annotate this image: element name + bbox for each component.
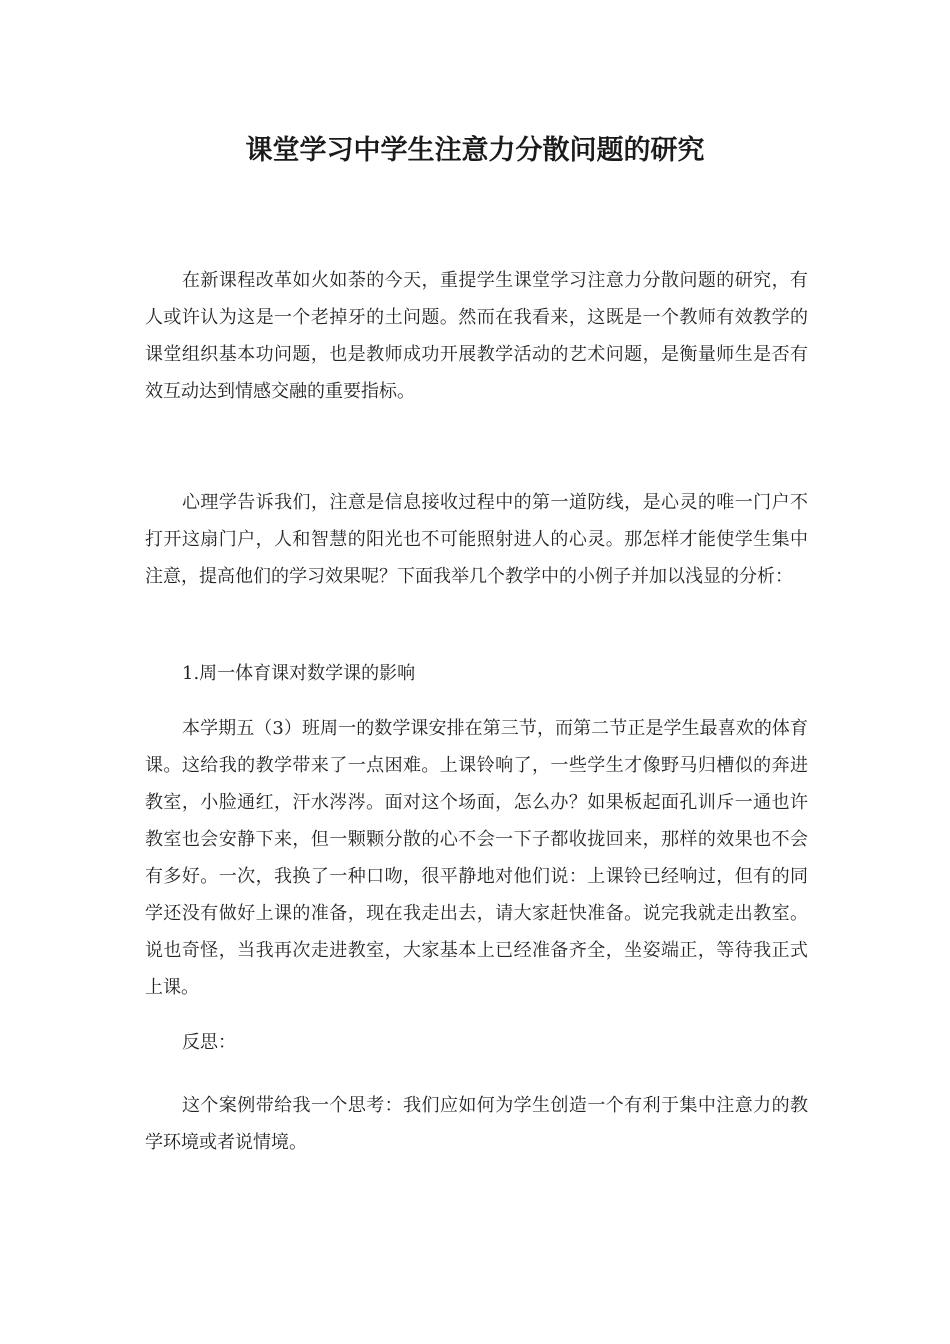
paragraph-psychology: 心理学告诉我们，注意是信息接收过程中的第一道防线，是心灵的唯一门户不打开这扇门户，人和智慧的阳光也不可能照射进人的心灵。那怎样才能使学生集中注意，提高他们的学习效果呢？下面我举几个教学中的小例子并加以浅显的分析： (145, 492, 808, 587)
section-heading-case-1: 1.周一体育课对数学课的影响 (182, 663, 416, 684)
reflection-heading: 反思： (182, 1032, 236, 1053)
paragraph-case-1: 本学期五（3）班周一的数学课安排在第三节，而第二节正是学生最喜欢的体育课。这给我的教学带来了一点困难。上课铃响了，一些学生才像野马归槽似的奔进教室，小脸通红，汗水涔涔。面对这个场面，怎么办？如果板起面孔训斥一通也许教室也会安静下来，但一颗颗分散的心不会一下子都收拢回来，那样的效果也不会有多好。一次，我换了一种口吻，很平静地对他们说：上课铃已经响过，但有的同学还没有做好上课的准备，现在我走出去，请大家赶快准备。说完我就走出教室。说也奇怪，当我再次走进教室，大家基本上已经准备齐全，坐姿端正，等待我正式上课。 (145, 718, 808, 998)
document-title: 课堂学习中学生注意力分散问题的研究 (245, 135, 705, 166)
paragraph-reflection: 这个案例带给我一个思考：我们应如何为学生创造一个有利于集中注意力的教学环境或者说情境。 (145, 1095, 808, 1153)
paragraph-intro: 在新课程改革如火如荼的今天，重提学生课堂学习注意力分散问题的研究，有人或许认为这是一个老掉牙的土问题。然而在我看来，这既是一个教师有效教学的课堂组织基本功问题，也是教师成功开展教学活动的艺术问题，是衡量师生是否有效互动达到情感交融的重要指标。 (145, 270, 808, 402)
